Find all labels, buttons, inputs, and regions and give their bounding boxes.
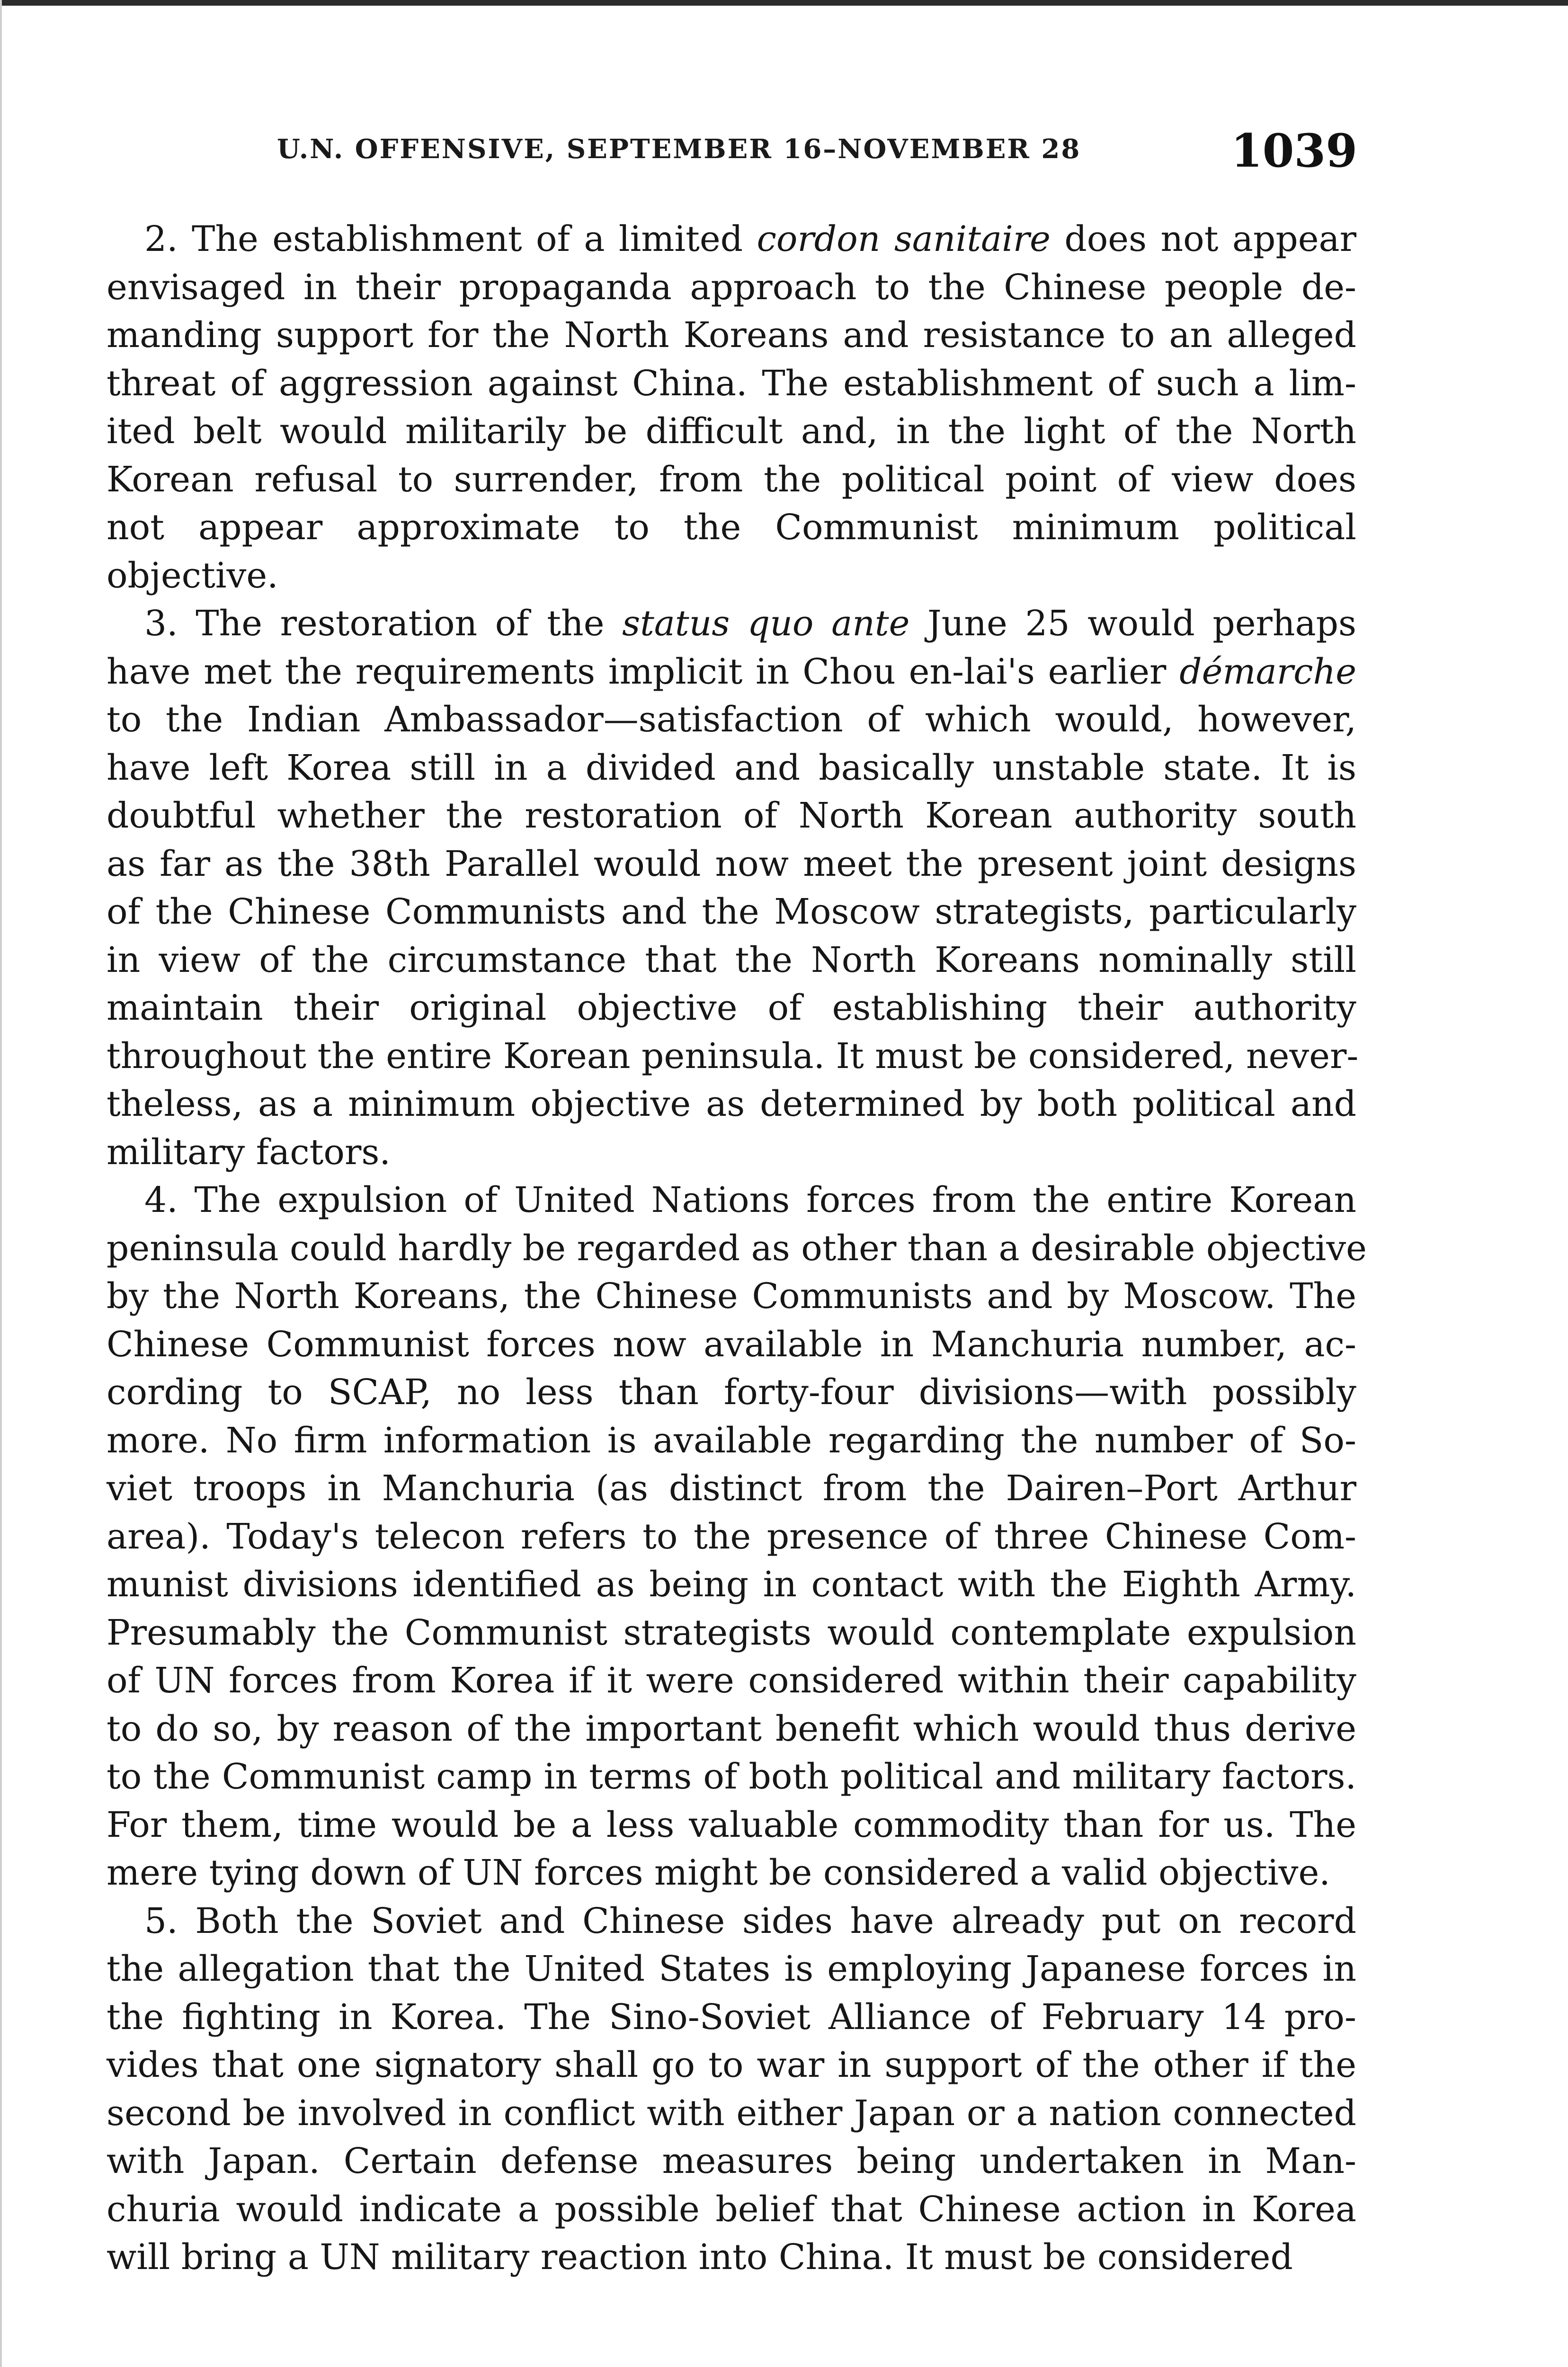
running-head: U.N. OFFENSIVE, SEPTEMBER 16–NOVEMBER 28 <box>277 133 1081 165</box>
text-run: cording to SCAP, no less than forty-four divisions—with possibly <box>107 1372 1356 1413</box>
text-run: as far as the 38th Parallel would now meet the present joint designs <box>107 843 1356 884</box>
italic-phrase: status quo ante <box>622 603 910 644</box>
page-number: 1039 <box>1230 124 1357 178</box>
text-line <box>107 311 1356 360</box>
text-line <box>107 215 1356 264</box>
text-line <box>107 1753 1356 1801</box>
text-line <box>107 1705 1356 1753</box>
text-line <box>107 648 1356 696</box>
text-line <box>107 1225 1367 1273</box>
paragraph-3 <box>107 600 1359 1176</box>
text-line <box>107 552 1356 600</box>
text-line <box>107 408 1356 456</box>
text-line <box>107 744 1356 792</box>
text-line <box>107 792 1356 840</box>
text-run: ited belt would militarily be difficult and, in the light of the North <box>107 411 1356 452</box>
text-run: theless, as a minimum objective as determined by both political and <box>107 1084 1356 1124</box>
text-run: to do so, by reason of the important benefit which would thus derive <box>107 1708 1356 1749</box>
text-line <box>107 696 1356 744</box>
text-line <box>107 2137 1356 2186</box>
text-run: Presumably the Communist strategists would contemplate expulsion <box>107 1612 1356 1653</box>
text-line <box>107 1272 1356 1321</box>
text-run: envisaged in their propaganda approach to the Chinese people de- <box>107 267 1356 308</box>
text-line <box>107 1369 1356 1417</box>
italic-phrase: démarche <box>1179 651 1356 692</box>
text-line <box>107 1032 1359 1081</box>
text-line <box>107 1080 1356 1129</box>
text-run: to the Indian Ambassador—satisfaction of which would, however, <box>107 699 1356 740</box>
text-run: does not appear <box>1050 219 1357 259</box>
text-line <box>107 2234 1356 2282</box>
text-run: will bring a UN military reaction into China. It must be considered <box>107 2237 1293 2278</box>
text-line <box>107 1993 1356 2042</box>
text-run: not appear approximate to the Communist minimum political <box>107 507 1356 548</box>
text-run: June 25 would perhaps <box>909 603 1356 644</box>
text-line <box>107 1945 1356 1993</box>
italic-phrase: cordon sanitaire <box>757 219 1051 259</box>
text-run: Korean refusal to surrender, from the political point of view does <box>107 459 1356 500</box>
text-run: maintain their original objective of establishing their authority <box>107 988 1356 1028</box>
text-line <box>107 504 1356 552</box>
text-run: Chinese Communist forces now available in Manchuria number, ac- <box>107 1324 1356 1365</box>
text-line <box>107 360 1356 408</box>
text-run: in view of the circumstance that the North Koreans nominally still <box>107 939 1356 980</box>
text-run: For them, time would be a less valuable commodity than for us. The <box>107 1804 1356 1845</box>
text-run: 3. The restoration of the <box>144 603 623 644</box>
text-line <box>107 456 1356 504</box>
text-run: manding support for the North Koreans and resistance to an alleged <box>107 315 1356 356</box>
text-run: the fighting in Korea. The Sino-Soviet Alliance of February 14 pro- <box>107 1996 1356 2038</box>
text-run: peninsula could hardly be regarded as other than a desirable objective <box>107 1228 1367 1269</box>
text-line <box>107 984 1356 1032</box>
text-line <box>107 840 1356 889</box>
text-run: churia would indicate a possible belief that Chinese action in Korea <box>107 2189 1356 2230</box>
text-run: have left Korea still in a divided and basically unstable state. It is <box>107 747 1356 788</box>
text-run: 5. Both the Soviet and Chinese sides have already put on record <box>144 1900 1356 1941</box>
text-line <box>107 2041 1356 2090</box>
text-run: of UN forces from Korea if it were considered within their capability <box>107 1660 1356 1701</box>
text-run: doubtful whether the restoration of North Korean authority south <box>107 795 1356 836</box>
text-run: military factors. <box>107 1131 391 1173</box>
text-run: munist divisions identified as being in contact with the Eighth Army. <box>107 1564 1356 1605</box>
text-run: vides that one signatory shall go to war in support of the other if the <box>107 2045 1356 2085</box>
paragraph-4 <box>107 1176 1367 1897</box>
text-line <box>107 1176 1356 1225</box>
text-run: more. No firm information is available regarding the number of So- <box>107 1420 1356 1461</box>
text-line <box>107 1465 1356 1513</box>
text-line <box>107 1609 1356 1657</box>
text-run: by the North Koreans, the Chinese Communists and by Moscow. The <box>107 1276 1356 1317</box>
text-run: throughout the entire Korean peninsula. It must be considered, never- <box>107 1035 1359 1077</box>
text-run: area). Today's telecon refers to the presence of three Chinese Com- <box>107 1516 1356 1557</box>
text-run: of the Chinese Communists and the Moscow strategists, particularly <box>107 891 1356 932</box>
text-run: have met the requirements implicit in Chou en-lai's earlier <box>107 651 1180 692</box>
text-run: 4. The expulsion of United Nations forces from the entire Korean <box>144 1180 1356 1220</box>
scan-left-edge <box>0 0 2 2367</box>
text-run: second be involved in conflict with either Japan or a nation connected <box>107 2092 1356 2134</box>
text-line <box>107 1417 1356 1465</box>
paragraph-2 <box>107 215 1356 600</box>
text-line <box>107 1561 1356 1609</box>
text-line <box>107 1849 1356 1897</box>
text-run: threat of aggression against China. The establishment of such a lim- <box>107 363 1356 404</box>
text-line <box>107 1657 1356 1705</box>
text-run: to the Communist camp in terms of both political and military factors. <box>107 1756 1356 1797</box>
document-body <box>107 215 1367 2282</box>
text-run: the allegation that the United States is employing Japanese forces in <box>107 1949 1356 1989</box>
text-line <box>107 1897 1356 1946</box>
text-line <box>107 264 1356 312</box>
text-line <box>107 2186 1356 2234</box>
text-run: mere tying down of UN forces might be considered a valid objective. <box>107 1852 1330 1893</box>
text-line <box>107 1801 1356 1850</box>
text-line <box>107 1129 1356 1177</box>
text-run: with Japan. Certain defense measures being undertaken in Man- <box>107 2141 1356 2181</box>
text-line <box>107 600 1356 648</box>
text-run: 2. The establishment of a limited <box>144 219 757 259</box>
text-line <box>107 1321 1356 1369</box>
scan-top-edge <box>0 0 1568 6</box>
text-line <box>107 2090 1356 2138</box>
text-line <box>107 888 1356 936</box>
text-run: viet troops in Manchuria (as distinct from the Dairen–Port Arthur <box>107 1468 1356 1509</box>
paragraph-5 <box>107 1897 1356 2282</box>
text-line <box>107 936 1356 985</box>
text-run: objective. <box>107 555 278 596</box>
text-line <box>107 1513 1356 1561</box>
